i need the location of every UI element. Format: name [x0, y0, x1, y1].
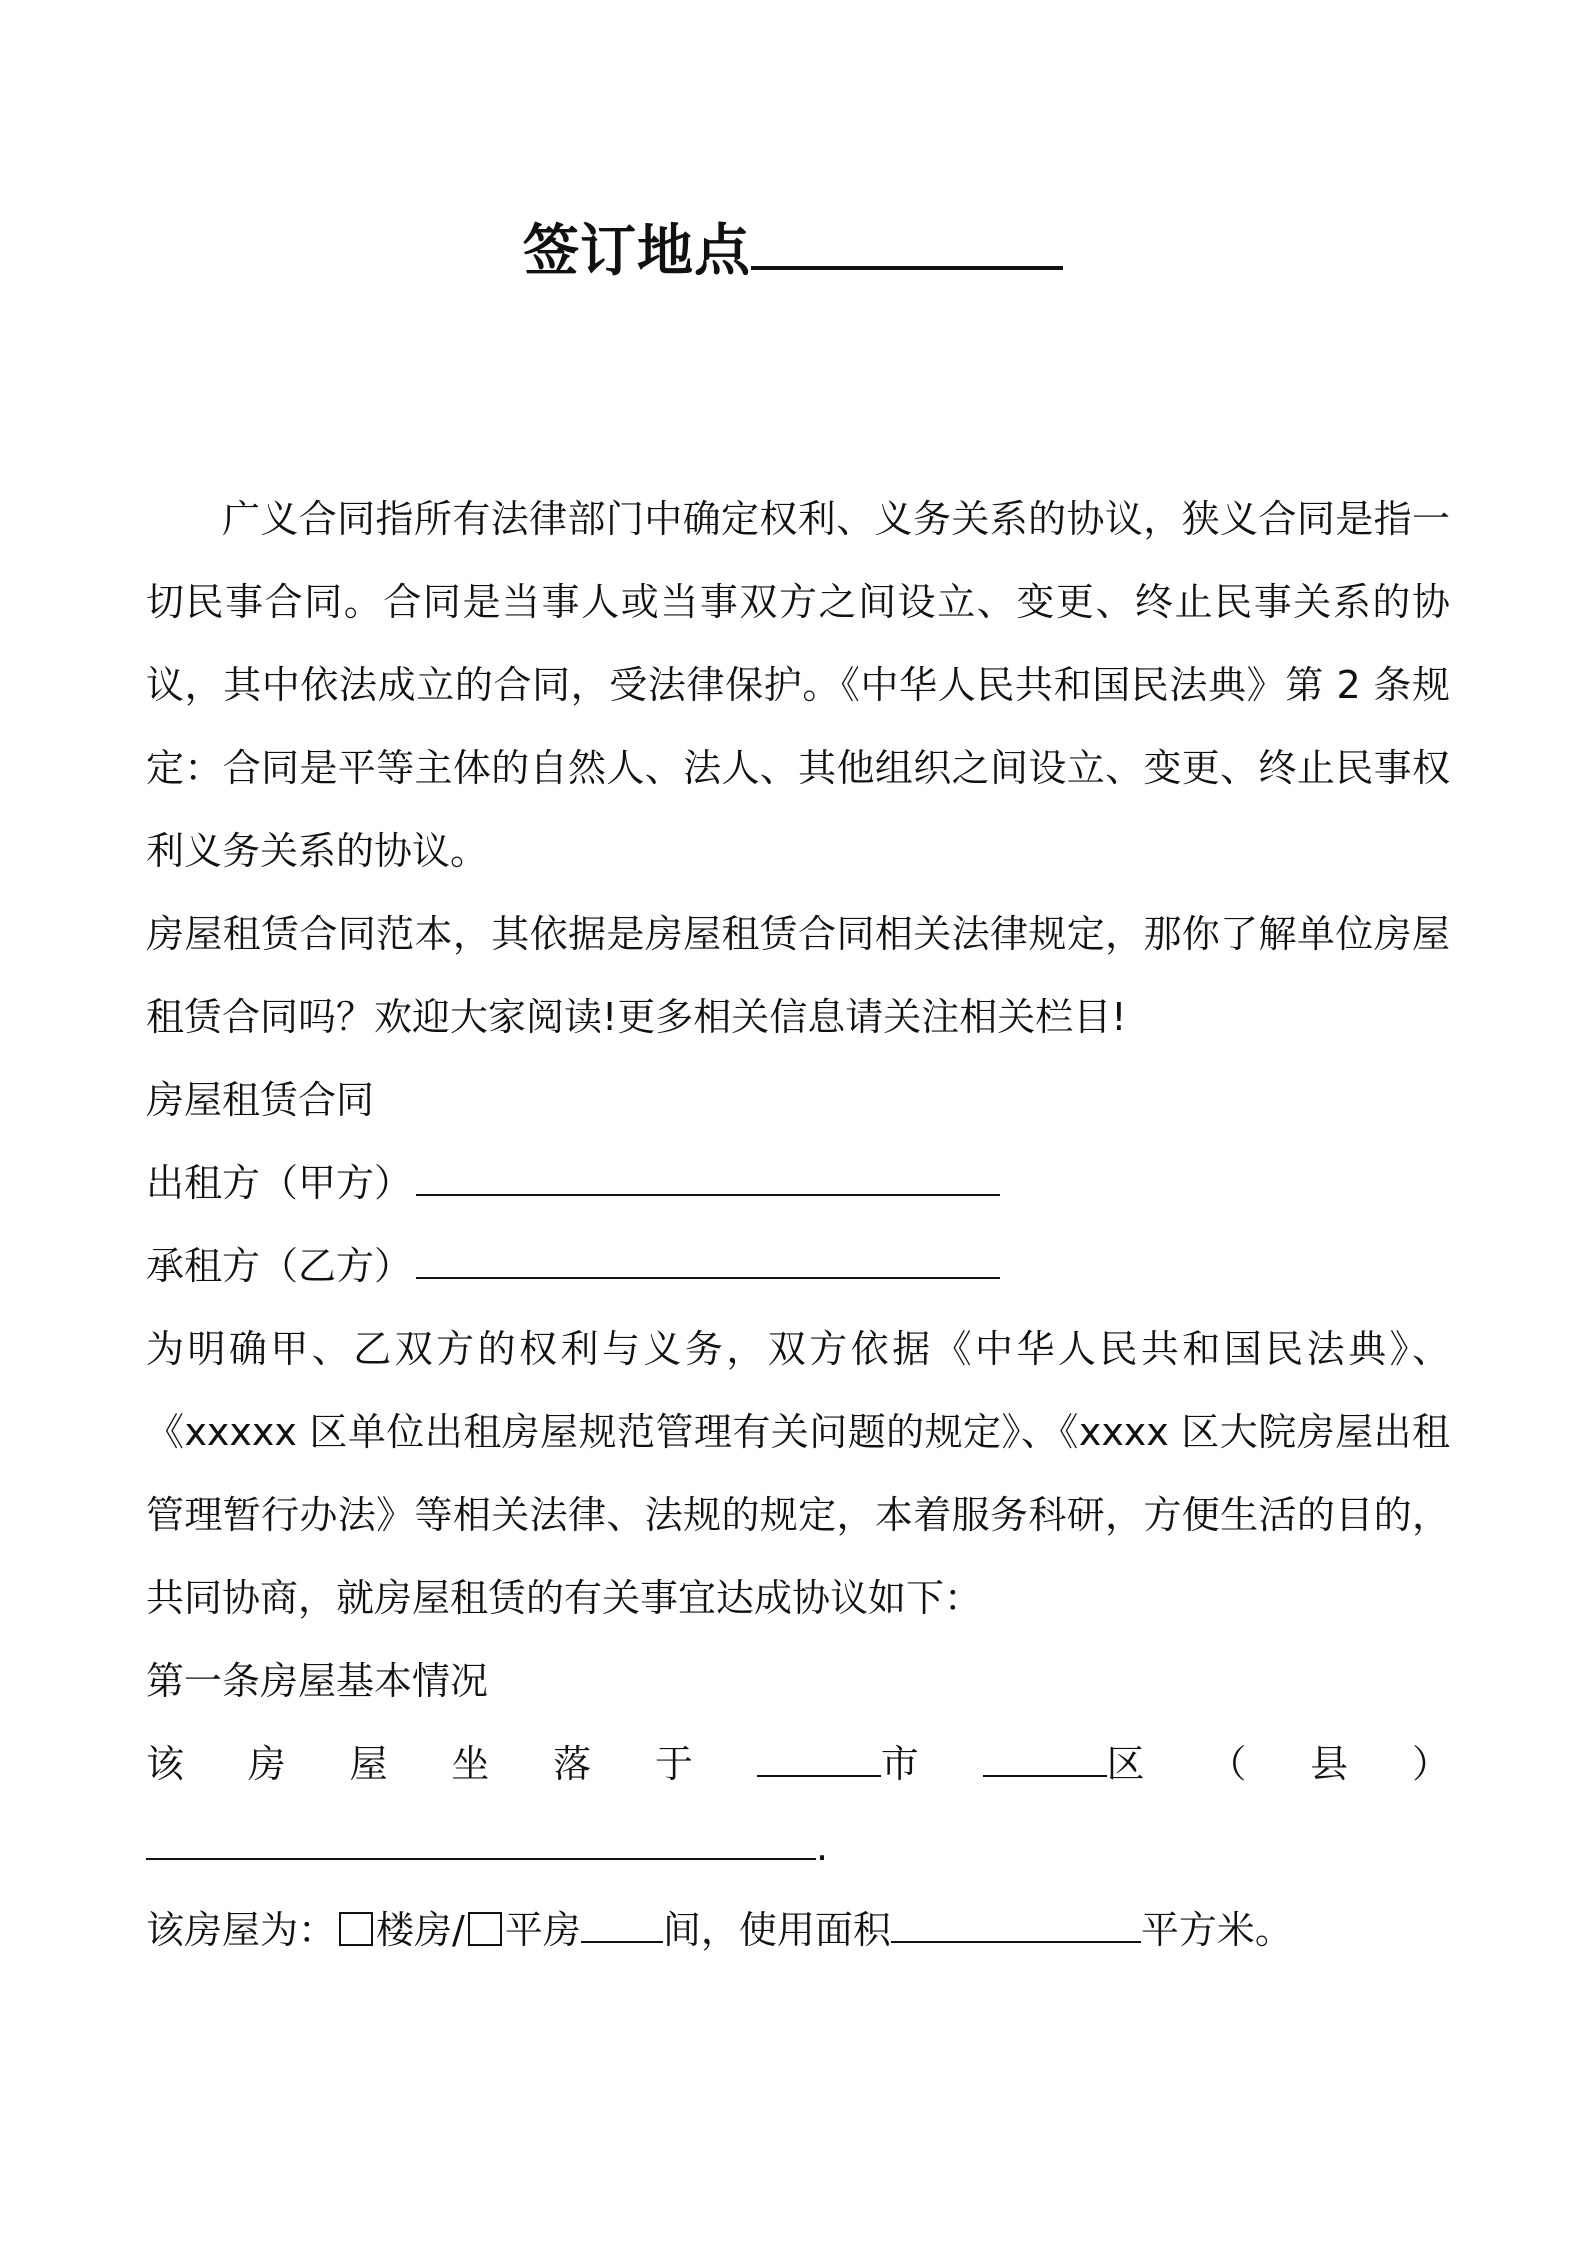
house-type-option-bungalow: 平房 [504, 1908, 581, 1952]
preamble-paragraph: 为明确甲、乙双方的权利与义务，双方依据《中华人民共和国民法典》、《xxxxx 区单位出租房屋规范管理有关问题的规定》、《xxxx 区大院房屋出租管理暂行办法》等相关法律、法规的规定，本着服务科研，方便生活的目的，共同协商，就房屋租赁的有关事宜达成协议如下： [146, 1327, 1450, 1620]
location-char: 屋 [349, 1742, 388, 1786]
district-blank [983, 1735, 1107, 1777]
location-char: 房 [247, 1742, 286, 1786]
page-title [0, 208, 1586, 292]
county-word: 县 [1310, 1742, 1349, 1786]
house-type-prefix: 该房屋为： [146, 1908, 337, 1952]
lessor-line [146, 1142, 1450, 1225]
area-blank [891, 1901, 1141, 1943]
area-unit: 平方米。 [1140, 1908, 1293, 1952]
county-open-paren: （ [1208, 1742, 1247, 1786]
title-text: 签订地点 [523, 219, 751, 284]
signing-place-blank [751, 208, 1063, 270]
intro-paragraph: 广义合同指所有法律部门中确定权利、义务关系的协议，狭义合同是指一切民事合同。合同是当事人或当事双方之间设立、变更、终止民事关系的协议，其中依法成立的合同，受法律保护。《中华人民共和国民法典》第 2 条规定：合同是平等主体的自然人、法人、其他组织之间设立、变更、终止民事权利义务关系的协议。 [146, 497, 1450, 873]
city-unit: 市 [880, 1742, 919, 1786]
article1-title: 第一条房屋基本情况 [146, 1659, 489, 1703]
lessee-label: 承租方（乙方） [146, 1244, 413, 1288]
template-intro-paragraph: 房屋租赁合同范本，其依据是房屋租赁合同相关法律规定，那你了解单位房屋租赁合同吗？欢迎大家阅读!更多相关信息请关注相关栏目! [146, 912, 1450, 1039]
contract-name: 房屋租赁合同 [146, 1078, 375, 1122]
lessor-label: 出租方（甲方） [146, 1161, 413, 1205]
lessee-line [146, 1225, 1450, 1308]
district-field [983, 1723, 1145, 1806]
location-char: 落 [553, 1742, 592, 1786]
location-char: 于 [654, 1742, 693, 1786]
lessee-blank [416, 1237, 1000, 1279]
building-checkbox [339, 1912, 373, 1946]
document-body [146, 478, 1450, 1972]
location-line [146, 1723, 1450, 1806]
location-char: 该 [146, 1742, 185, 1786]
address-end: . [816, 1825, 829, 1869]
rooms-blank [581, 1901, 663, 1943]
address-line [146, 1806, 1450, 1889]
rooms-unit: 间，使用面积 [662, 1908, 891, 1952]
bungalow-checkbox [468, 1912, 502, 1946]
house-type-option-building: 楼房/ [376, 1908, 465, 1952]
city-field [757, 1723, 919, 1806]
house-type-line [146, 1889, 1450, 1972]
address-blank [146, 1818, 816, 1860]
district-unit: 区 [1106, 1742, 1145, 1786]
location-char: 坐 [451, 1742, 490, 1786]
lessor-blank [416, 1154, 1000, 1196]
city-blank [757, 1735, 881, 1777]
county-close-paren: ） [1411, 1742, 1450, 1786]
